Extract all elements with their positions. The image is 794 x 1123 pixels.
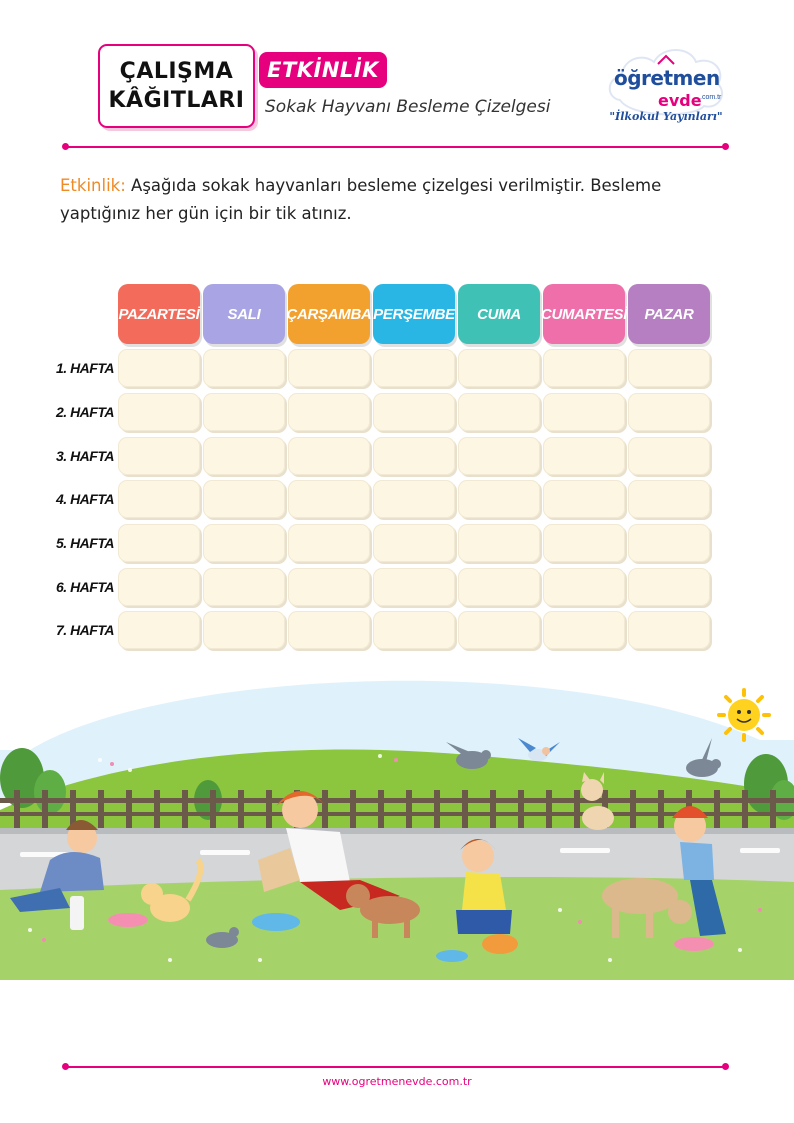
sun-icon	[719, 690, 769, 740]
checkbox-cell[interactable]	[203, 524, 285, 562]
checkbox-cell[interactable]	[373, 524, 455, 562]
checkbox-cell[interactable]	[543, 568, 625, 606]
week-label: 5. HAFTA	[56, 535, 114, 551]
week-label: 1. HAFTA	[56, 360, 114, 376]
checkbox-cell[interactable]	[628, 524, 710, 562]
day-header: PAZARTESİ	[118, 284, 200, 344]
footer-url: www.ogretmenevde.com.tr	[322, 1075, 472, 1088]
footer-dot-left	[62, 1063, 69, 1070]
week-label: 4. HAFTA	[56, 491, 114, 507]
checkbox-cell[interactable]	[203, 349, 285, 387]
checkbox-cell[interactable]	[458, 480, 540, 518]
divider-dot-right	[722, 143, 729, 150]
checkbox-cell[interactable]	[118, 480, 200, 518]
checkbox-cell[interactable]	[458, 349, 540, 387]
checkbox-cell[interactable]	[118, 393, 200, 431]
checkbox-cell[interactable]	[288, 611, 370, 649]
title-line-1: ÇALIŞMA	[119, 59, 234, 84]
page-subtitle: Sokak Hayvanı Besleme Çizelgesi	[265, 97, 551, 117]
publisher-logo	[602, 38, 730, 138]
checkbox-cell[interactable]	[543, 480, 625, 518]
header-divider	[66, 146, 726, 148]
checkbox-cell[interactable]	[373, 349, 455, 387]
footer-dot-right	[722, 1063, 729, 1070]
checkbox-cell[interactable]	[628, 437, 710, 475]
checkbox-cell[interactable]	[203, 437, 285, 475]
worksheet-title-box	[98, 44, 255, 128]
checkbox-cell[interactable]	[203, 393, 285, 431]
checkbox-cell[interactable]	[288, 480, 370, 518]
day-header: ÇARŞAMBA	[288, 284, 370, 344]
checkbox-cell[interactable]	[628, 568, 710, 606]
week-label: 3. HAFTA	[56, 448, 114, 464]
day-header: PERŞEMBE	[373, 284, 455, 344]
checkbox-cell[interactable]	[373, 568, 455, 606]
checkbox-cell[interactable]	[458, 611, 540, 649]
footer-divider	[66, 1066, 726, 1068]
checkbox-cell[interactable]	[203, 568, 285, 606]
checkbox-cell[interactable]	[288, 437, 370, 475]
checkbox-cell[interactable]	[628, 480, 710, 518]
instruction-label: Etkinlik:	[60, 176, 126, 195]
logo-word-ogretmen: öğretmen	[614, 66, 720, 90]
checkbox-cell[interactable]	[373, 437, 455, 475]
illustration-scene	[0, 660, 794, 980]
week-label: 2. HAFTA	[56, 404, 114, 420]
checkbox-cell[interactable]	[373, 611, 455, 649]
checkbox-cell[interactable]	[288, 524, 370, 562]
instruction-body: Aşağıda sokak hayvanları besleme çizelgesi verilmiştir. Besleme yaptığınız her gün için bir tik atınız.	[60, 176, 662, 223]
checkbox-cell[interactable]	[628, 611, 710, 649]
title-line-2: KÂĞITLARI	[108, 88, 245, 113]
day-header: CUMARTESİ	[543, 284, 625, 344]
instruction-text	[60, 172, 740, 228]
checkbox-cell[interactable]	[628, 349, 710, 387]
logo-tld: .com.tr	[700, 94, 722, 101]
logo-word-evde: evde	[658, 91, 702, 110]
checkbox-cell[interactable]	[373, 480, 455, 518]
checkbox-cell[interactable]	[118, 437, 200, 475]
week-label: 7. HAFTA	[56, 622, 114, 638]
day-header: SALI	[203, 284, 285, 344]
checkbox-cell[interactable]	[543, 524, 625, 562]
checkbox-cell[interactable]	[118, 349, 200, 387]
checkbox-cell[interactable]	[458, 524, 540, 562]
checkbox-cell[interactable]	[458, 568, 540, 606]
checkbox-cell[interactable]	[203, 611, 285, 649]
week-label: 6. HAFTA	[56, 579, 114, 595]
checkbox-cell[interactable]	[118, 524, 200, 562]
checkbox-cell[interactable]	[458, 393, 540, 431]
activity-badge: ETKİNLİK	[259, 52, 387, 88]
checkbox-cell[interactable]	[288, 393, 370, 431]
checkbox-cell[interactable]	[543, 393, 625, 431]
day-header: CUMA	[458, 284, 540, 344]
checkbox-cell[interactable]	[288, 568, 370, 606]
day-header: PAZAR	[628, 284, 710, 344]
checkbox-cell[interactable]	[543, 437, 625, 475]
checkbox-cell[interactable]	[543, 349, 625, 387]
checkbox-cell[interactable]	[118, 611, 200, 649]
checkbox-cell[interactable]	[373, 393, 455, 431]
logo-tagline: "İlkokul Yayınları"	[609, 110, 723, 123]
checkbox-cell[interactable]	[628, 393, 710, 431]
checkbox-cell[interactable]	[118, 568, 200, 606]
checkbox-cell[interactable]	[203, 480, 285, 518]
divider-dot-left	[62, 143, 69, 150]
checkbox-cell[interactable]	[458, 437, 540, 475]
checkbox-cell[interactable]	[543, 611, 625, 649]
checkbox-cell[interactable]	[288, 349, 370, 387]
